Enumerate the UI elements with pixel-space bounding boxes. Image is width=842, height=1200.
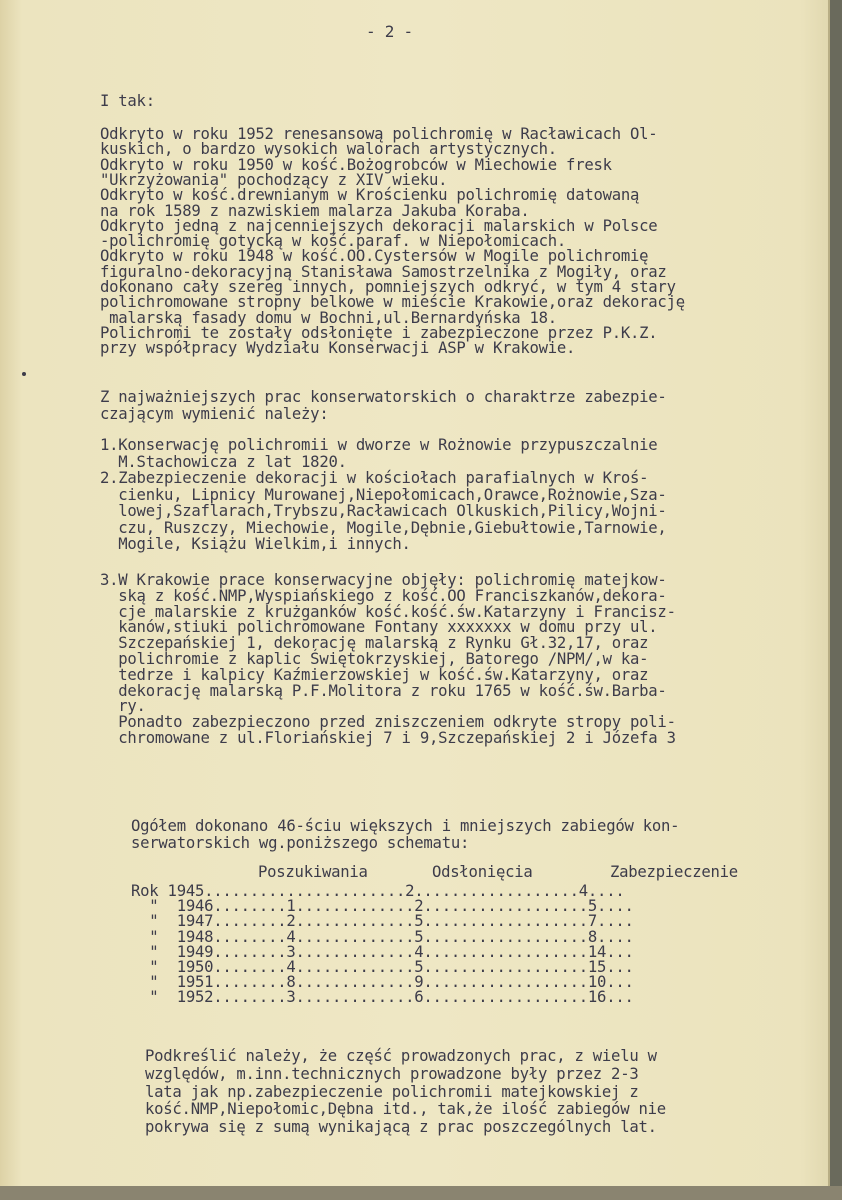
discoveries-line: dokonano cały szereg innych, pomniejszych odkryć, w tym 4 stary <box>100 278 676 296</box>
item2-line: lowej,Szaflarach,Trybszu,Racławicach Olkuskich,Pilicy,Wojni- <box>100 502 667 520</box>
table-row-line: " 1948........4.............5..................8.... <box>131 927 634 946</box>
closing-line: względów, m.inn.technicznych prowadzone były przez 2-3 <box>145 1064 639 1083</box>
item2-line: Mogile, Książu Wielkim,i innych. <box>100 535 411 553</box>
table-row-line: " 1946........1.............2..................5.... <box>131 897 634 916</box>
closing-line: pokrywa się z sumą wynikającą z prac poszczególnych lat. <box>145 1118 657 1137</box>
discoveries-line: na rok 1589 z nazwiskiem malarza Jakuba Koraba. <box>100 201 530 220</box>
discoveries-line: Odkryto jedną z najcenniejszych dekoracji malarskich w Polsce <box>100 216 658 235</box>
discoveries-line: Odkryto w roku 1950 w kość.Bożogrobców w Miechowie fresk <box>100 155 612 174</box>
discoveries-line: -polichromię gotycką w kość.paraf. w Niepołomicach. <box>100 232 567 251</box>
item3-line: polichromie z kaplic Świętokrzyskiej, Batorego /NPM/,w ka- <box>100 650 649 668</box>
table-row-line: " 1950........4.............5..................15... <box>131 958 634 976</box>
item2-line: czu, Ruszczy, Miechowie, Mogile,Dębnie,Giebułtowie,Tarnowie, <box>100 518 667 537</box>
discoveries-line: kuskich, o bardzo wysokich walorach artystycznych. <box>100 140 557 159</box>
intro-text: I tak: <box>100 92 155 110</box>
item3-line: Ponadto zabezpieczono przed zniszczeniem odkryte stropy poli- <box>100 713 676 732</box>
summary-line: serwatorskich wg.poniższego schematu: <box>131 834 470 852</box>
discoveries-line: przy współpracy Wydziału Konserwacji ASP w Krakowie. <box>100 339 576 358</box>
table-row-line: " 1949........3.............4..................14... <box>131 942 634 961</box>
discoveries-line: polichromowane stropny belkowe w mieście Krakowie,oraz dekorację <box>100 293 685 312</box>
table-header-zabezpieczenie: Zabezpieczenie <box>610 863 738 881</box>
discoveries-line: Polichromi te zostały odsłonięte i zabezpieczone przez P.K.Z. <box>100 323 658 342</box>
conservation-intro-line: Z najważniejszych prac konserwatorskich o charaktrze zabezpie- <box>100 388 667 406</box>
closing-line: kość.NMP,Niepołomic,Dębna itd., tak,że ilość zabiegów nie <box>145 1100 666 1119</box>
item3-line: cje malarskie z krużganków kość.kość.św.Katarzyny i Francisz- <box>100 602 676 621</box>
item1-line: 1.Konserwację polichromii w dworze w Rożnowie przypuszczalnie <box>100 436 658 454</box>
summary-line: Ogółem dokonano 46-ściu większych i mniejszych zabiegów kon- <box>131 817 680 835</box>
table-row-line: " 1952........3.............6..................16... <box>131 988 634 1007</box>
table-row-line: Rok 1945......................2..................4.... <box>131 882 625 900</box>
item3-line: ry. <box>100 697 146 716</box>
item3-line: 3.W Krakowie prace konserwacyjne objęły: polichromię matejkow- <box>100 571 667 589</box>
item2-line: 2.Zabezpieczenie dekoracji w kościołach parafialnych w Kroś- <box>100 469 649 487</box>
table-header-poszukiwania: Poszukiwania <box>258 863 368 881</box>
item3-line: Szczepańskiej 1, dekorację malarską z Rynku Gł.32,17, oraz <box>100 634 649 653</box>
discoveries-line: Odkryto w roku 1948 w kość.OO.Cystersów w Mogile polichromię <box>100 247 649 266</box>
item3-line: kanów,stiuki polichromowane Fontany xxxxxxx w domu przy ul. <box>100 618 658 637</box>
item3-line: tedrze i kalpicy Kaźmierzowskiej w kość.św.Katarzyny, oraz <box>100 665 649 684</box>
item3-line: dekorację malarską P.F.Molitora z roku 1765 w kość.św.Barba- <box>100 681 667 700</box>
discoveries-line: figuralno-dekoracyjną Stanisława Samostrzelnika z Mogiły, oraz <box>100 262 667 281</box>
discoveries-line: Odkryto w kość.drewnianym w Krościenku polichromię datowaną <box>100 186 640 205</box>
discoveries-line: "Ukrzyżowania" pochodzący z XIV wieku. <box>100 170 448 189</box>
scan-border <box>830 0 842 1200</box>
closing-line: Podkreślić należy, że część prowadzonych prac, z wielu w <box>145 1047 657 1065</box>
ink-dot <box>22 372 26 376</box>
table-row-line: " 1951........8.............9..................10... <box>131 973 634 992</box>
table-row-line: " 1947........2.............5..................7.... <box>131 912 634 931</box>
discoveries-line: malarską fasady domu w Bochni,ul.Bernardyńska 18. <box>100 308 557 327</box>
table-header-odslonięcia: Odsłonięcia <box>432 863 533 881</box>
conservation-intro-line: czającym wymienić należy: <box>100 404 329 423</box>
scan-bottom-border <box>0 1186 842 1200</box>
item3-line: chromowane z ul.Floriańskiej 7 i 9,Szczepańskiej 2 i Józefa 3 <box>100 729 676 747</box>
item2-line: cienku, Lipnicy Murowanej,Niepołomicach,Orawce,Rożnowie,Sza- <box>100 485 667 504</box>
closing-line: lata jak np.zabezpieczenie polichromii matejkowskiej z <box>145 1082 639 1101</box>
item3-line: ską z kość.NMP,Wyspiańskiego z kość.OO Franciszkanów,dekora- <box>100 586 667 605</box>
discoveries-line: Odkryto w roku 1952 renesansową polichromię w Racławicach Ol- <box>100 125 658 143</box>
page-number: - 2 - <box>366 22 413 41</box>
item1-line: M.Stachowicza z lat 1820. <box>100 452 347 471</box>
